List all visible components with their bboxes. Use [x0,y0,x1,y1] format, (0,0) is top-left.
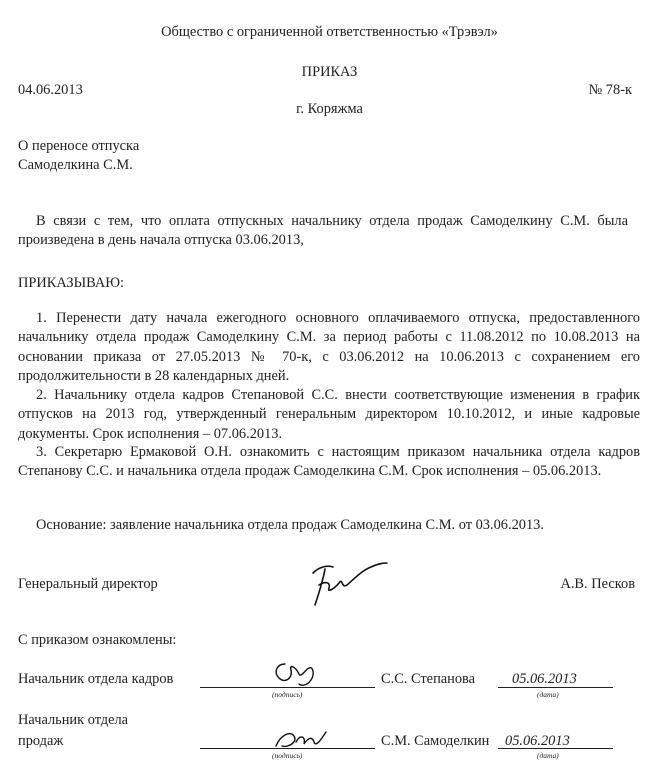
signer-1-signature [265,656,325,690]
organization-name: Общество с ограниченной ответственностью «Трэвэл» [161,24,498,40]
subject-line-1: О переносе отпуска [18,138,140,154]
order-word: ПРИКАЗЫВАЮ: [18,275,125,291]
basis-paragraph: Основание: заявление начальника отдела продаж Самоделкина С.М. от 03.06.2013. [36,517,544,533]
subject-line-2: Самоделкина С.М. [18,157,133,173]
signer-2-date-line [498,748,613,749]
signer-1-signature-caption: (подпись) [272,690,303,699]
signer-2-date: 05.06.2013 [505,733,570,749]
signer-2-name: С.М. Самоделкин [381,733,490,749]
order-date: 04.06.2013 [18,82,83,98]
signer-2-signature-caption: (подпись) [272,751,303,760]
signer-1-date-caption: (дата) [537,690,559,699]
order-item-2: 2. Начальнику отдела кадров Степановой С.С. внести соответствующие изменения в график отпусков на 2013 год, утвержденный генеральным директором 10.10.2012, и иные кадровые документы. Срок исполнения – 07.06.2013. [18,387,640,442]
order-item-1: 1. Перенести дату начала ежегодного основного оплачиваемого отпуска, предоставленного начальнику отдела продаж Самоделкину С.М. за период работы с 11.08.2012 по 10.08.2013 на основании приказа от 27.05.2013 № 70-к, с 03.06.2012 на 10.06.2013 с сохранением его продолжительности в 28 календарных дней. [18,310,640,385]
signer-1-name: С.С. Степанова [381,671,476,687]
preamble-paragraph: В связи с тем, что оплата отпускных начальнику отдела продаж Самоделкину С.М. была произведена в день начала отпуска 03.06.2013, [18,213,628,249]
acquainted-heading: С приказом ознакомлены: [18,632,177,648]
order-item-3: 3. Секретарю Ермаковой О.Н. ознакомить с настоящим приказом начальника отдела кадров Степанову С.С. и начальника отдела продаж Самоделкина С.М. Срок исполнения – 05.06.2013. [18,444,640,480]
signer-1-date: 05.06.2013 [512,671,577,687]
signer-1-date-line [498,687,613,688]
order-number: № 78-к [588,82,632,98]
signer-1-position: Начальник отдела кадров [18,671,174,687]
signer-2-position-line-2: продаж [18,733,64,749]
city: г. Коряжма [296,101,363,117]
signer-2-date-caption: (дата) [537,751,559,760]
signer-2-position-line-1: Начальник отдела [18,712,129,728]
signer-2-signature [270,724,332,754]
document-title: ПРИКАЗ [301,64,358,80]
director-name: А.В. Песков [560,576,635,592]
director-signature [305,555,390,610]
director-title: Генеральный директор [18,576,158,592]
